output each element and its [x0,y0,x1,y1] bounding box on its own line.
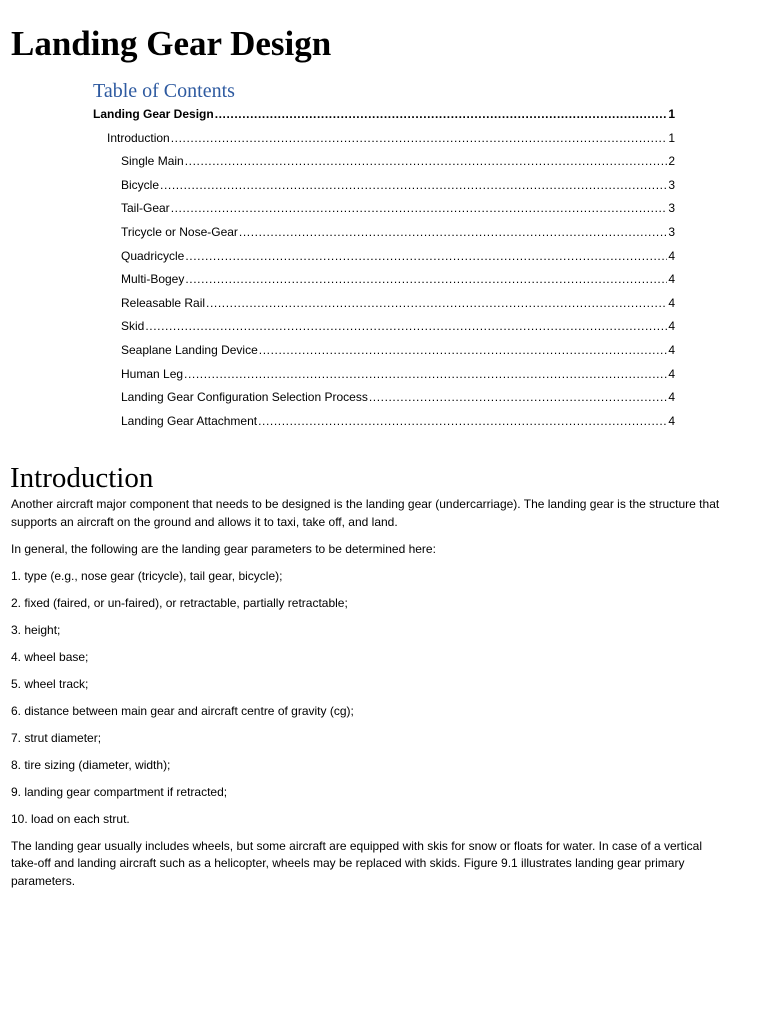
toc-entry[interactable] [93,221,675,245]
body-paragraph: 9. landing gear compartment if retracted; [11,784,228,799]
body-paragraph: 6. distance between main gear and aircraft centre of gravity (cg); [11,703,354,718]
toc-entry[interactable] [93,197,675,221]
toc-entry-page-number[interactable]: 2 [668,154,675,169]
toc-entry-page-number[interactable]: 3 [668,201,675,216]
toc-dot-leader [171,127,668,151]
toc-entry-page-number[interactable]: 4 [668,390,675,405]
toc-entry[interactable] [93,103,675,127]
toc-entry-title[interactable]: Releasable Rail [121,295,206,310]
table-of-contents [93,79,675,433]
toc-entry-page-number[interactable]: 3 [668,177,675,192]
body-paragraph: In general, the following are the landing gear parameters to be determined here: [11,541,436,556]
toc-entry-page-number[interactable]: 1 [668,107,675,121]
introduction-body [11,496,721,900]
toc-entry[interactable] [93,410,675,434]
toc-dot-leader [215,103,668,127]
toc-entry-title[interactable]: Single Main [121,154,184,169]
toc-entry-page-number[interactable]: 4 [668,248,675,263]
document-title: Landing Gear Design [11,24,332,63]
toc-entry-title[interactable]: Human Leg [121,366,184,381]
toc-entry[interactable] [93,127,675,151]
toc-dot-leader [369,386,667,410]
toc-entry[interactable] [93,150,675,174]
toc-entry-page-number[interactable]: 4 [668,295,675,310]
toc-entry-title[interactable]: Skid [121,319,145,334]
toc-entry-page-number[interactable]: 4 [668,342,675,357]
toc-entry-title[interactable]: Tail-Gear [121,201,170,216]
body-paragraph: 8. tire sizing (diameter, width); [11,757,171,772]
toc-dot-leader [258,410,667,434]
body-paragraph: Another aircraft major component that needs to be designed is the landing gear (undercarriage). The landing gear is the structure that supports an aircraft on the ground and allows it to taxi, take off, and land. [11,497,720,529]
toc-entry[interactable] [93,245,675,269]
toc-dot-leader [184,363,667,387]
toc-entry[interactable] [93,386,675,410]
body-paragraph: 7. strut diameter; [11,730,102,745]
toc-entry[interactable] [93,339,675,363]
toc-entry[interactable] [93,268,675,292]
section-heading-introduction: Introduction [10,462,154,494]
toc-dot-leader [185,245,667,269]
body-paragraph: 5. wheel track; [11,676,89,691]
toc-entry-page-number[interactable]: 4 [668,319,675,334]
toc-entry-title[interactable]: Quadricycle [121,248,185,263]
body-paragraph: The landing gear usually includes wheels, but some aircraft are equipped with skis for snow or floats for water. In case of a vertical take-off and landing aircraft such as a helicopter, wheels may be replaced with skids. Figure 9.1 illustrates landing gear primary parameters. [11,838,703,888]
toc-entry-title[interactable]: Introduction [107,130,170,145]
toc-entry-title[interactable]: Tricycle or Nose-Gear [121,224,238,239]
toc-entry-title[interactable]: Seaplane Landing Device [121,342,258,357]
toc-entry[interactable] [93,174,675,198]
body-paragraph: 2. fixed (faired, or un-faired), or retractable, partially retractable; [11,595,348,610]
toc-dot-leader [259,339,668,363]
body-paragraph: 1. type (e.g., nose gear (tricycle), tail gear, bicycle); [11,568,283,583]
toc-list [93,103,675,433]
body-paragraph: 4. wheel base; [11,649,89,664]
toc-dot-leader [185,268,667,292]
toc-dot-leader [185,150,668,174]
toc-entry[interactable] [93,292,675,316]
toc-entry-title[interactable]: Landing Gear Attachment [121,413,258,428]
toc-entry-page-number[interactable]: 4 [668,366,675,381]
toc-dot-leader [171,197,668,221]
body-paragraph: 3. height; [11,622,61,637]
toc-entry[interactable] [93,363,675,387]
toc-entry[interactable] [93,315,675,339]
toc-heading: Table of Contents [93,80,235,102]
toc-entry-page-number[interactable]: 3 [668,224,675,239]
toc-entry-title[interactable]: Multi-Bogey [121,272,185,287]
toc-entry-title[interactable]: Landing Gear Design [93,107,214,121]
body-paragraph: 10. load on each strut. [11,811,130,826]
toc-dot-leader [206,292,667,316]
toc-entry-page-number[interactable]: 1 [668,130,675,145]
toc-dot-leader [145,315,667,339]
toc-entry-title[interactable]: Bicycle [121,177,160,192]
toc-dot-leader [160,174,667,198]
toc-entry-title[interactable]: Landing Gear Configuration Selection Process [121,390,368,405]
toc-dot-leader [239,221,667,245]
toc-entry-page-number[interactable]: 4 [668,272,675,287]
toc-entry-page-number[interactable]: 4 [668,413,675,428]
